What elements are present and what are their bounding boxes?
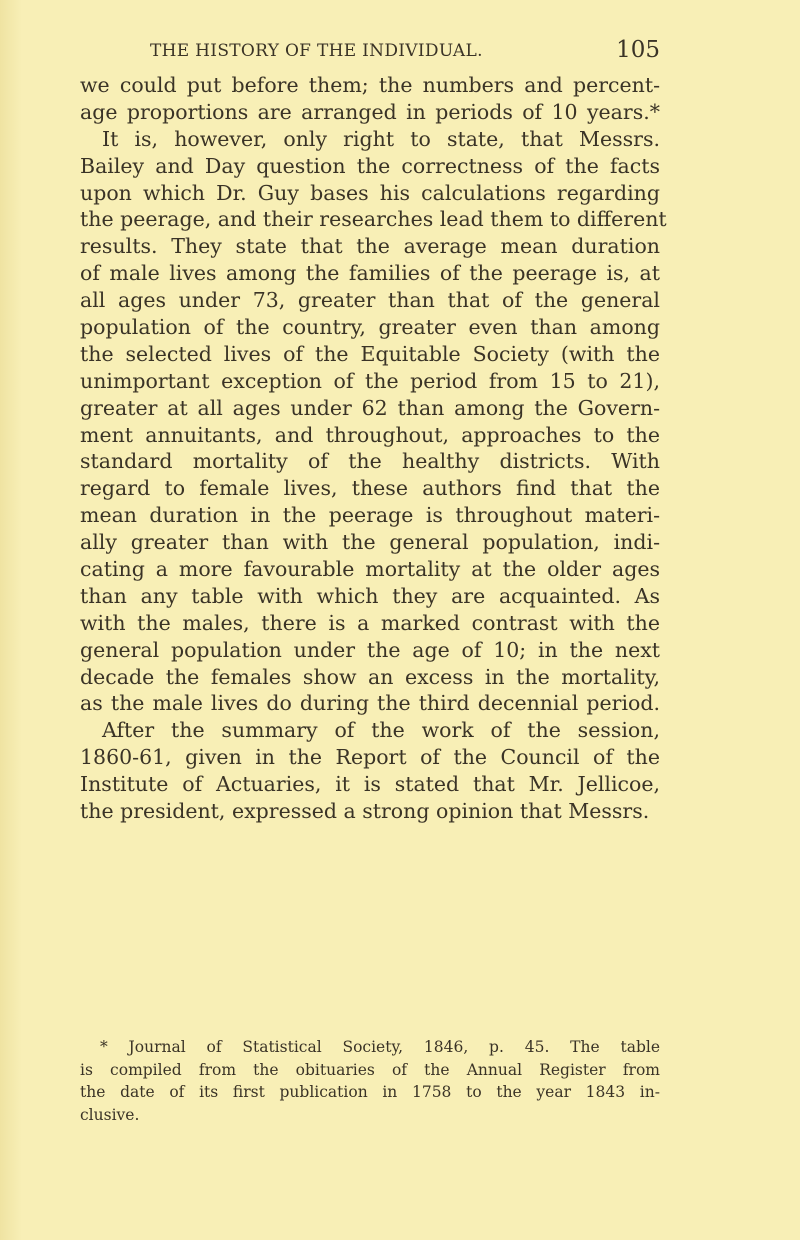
text-line: standard mortality of the healthy districts. With <box>80 449 660 474</box>
text-line: the peerage, and their researches lead them to different <box>80 207 667 232</box>
text-line: with the males, there is a marked contrast with the <box>80 610 660 635</box>
text-line: regard to female lives, these authors find that the <box>80 476 660 501</box>
text-line: population of the country, greater even than among <box>80 315 660 340</box>
text-line: 1860-61, given in the Report of the Council of the <box>80 745 660 770</box>
footnote-line: * Journal of Statistical Society, 1846, p. 45. The table <box>100 1038 660 1056</box>
text-line: mean duration in the peerage is throughout materi- <box>80 503 660 528</box>
text-line: the selected lives of the Equitable Society (with the <box>80 341 660 366</box>
body-text <box>80 72 667 825</box>
page-edge-shadow <box>0 0 22 1240</box>
text-line: age proportions are arranged in periods of 10 years.* <box>80 99 660 124</box>
text-line: ment annuitants, and throughout, approaches to the <box>80 422 660 447</box>
text-line: unimportant exception of the period from 15 to 21), <box>80 368 660 393</box>
page-number: 105 <box>616 37 660 63</box>
text-line: cating a more favourable mortality at the older ages <box>80 557 660 582</box>
text-line: of male lives among the families of the peerage is, at <box>80 261 660 286</box>
text-line: decade the females show an excess in the mortality, <box>80 664 660 689</box>
text-line: upon which Dr. Guy bases his calculations regarding <box>80 180 660 205</box>
text-line: Institute of Actuaries, it is stated that Mr. Jellicoe, <box>80 772 660 797</box>
running-title: THE HISTORY OF THE INDIVIDUAL. <box>150 41 483 61</box>
text-line: greater at all ages under 62 than among the Govern- <box>80 395 660 420</box>
footnote <box>80 1036 660 1126</box>
text-line: the president, expressed a strong opinion that Messrs. <box>80 799 650 824</box>
text-line: all ages under 73, greater than that of the general <box>80 288 660 313</box>
footnote-line: is compiled from the obituaries of the Annual Register from <box>80 1060 660 1079</box>
text-line: as the male lives do during the third decennial period. <box>80 691 660 716</box>
text-line: It is, however, only right to state, that Messrs. <box>102 126 660 151</box>
text-line: After the summary of the work of the session, <box>102 718 660 743</box>
page-header <box>150 37 660 67</box>
text-line: ally greater than with the general population, indi- <box>80 530 660 555</box>
text-line: than any table with which they are acquainted. As <box>80 583 660 608</box>
text-line: we could put before them; the numbers and percent- <box>80 73 660 97</box>
text-line: results. They state that the average mean duration <box>80 234 660 259</box>
text-line: Bailey and Day question the correctness of the facts <box>80 153 660 178</box>
text-line: general population under the age of 10; in the next <box>80 637 660 662</box>
footnote-line: the date of its first publication in 1758 to the year 1843 in- <box>80 1083 660 1101</box>
footnote-line: clusive. <box>80 1105 140 1124</box>
